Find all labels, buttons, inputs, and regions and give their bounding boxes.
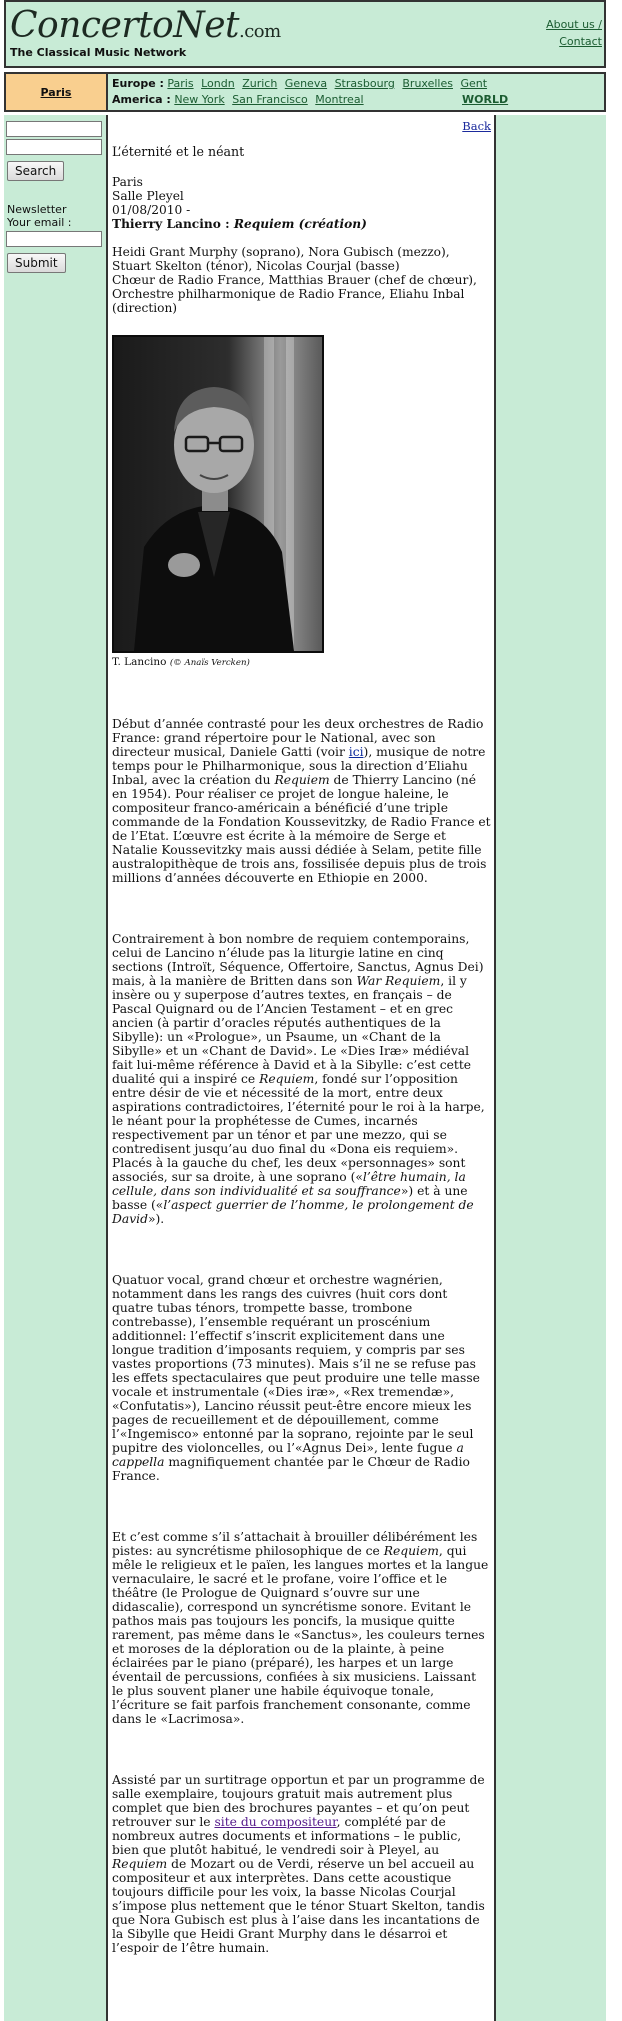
performers: Heidi Grant Murphy (soprano), Nora Gubisch (mezzo), Stuart Skelton (ténor), Nicolas Courjal (basse) — [112, 245, 450, 273]
italic-run: Requiem — [259, 1072, 315, 1086]
photo-caption — [112, 655, 491, 670]
current-city-link[interactable]: Paris — [40, 85, 72, 99]
site-tagline: The Classical Music Network — [10, 46, 187, 59]
text-run: , qui mêle le religieux et le païen, les langues mortes et la langue vernaculaire, le sacré et le profane, voire l’office et le théâtre (le Prologue de Quignard s’ouvre sur une didascalie), correspond un syncrétisme sonore. Evitant le pathos mais pas toujours les poncifs, la musique quitte rarement, pas même dans le «Sanctus», les couleurs ternes et moroses de la déploration ou de la plainte, à peine éclairées par le piano (préparé), les harpes et un large éventail de percussions, confiées à six musiciens. Laissant le plus souvent planer une habile équivoque tonale, l’écriture se fait parfois franchement consonante, comme dans le «Lacrimosa». — [112, 1544, 489, 1726]
top-links — [546, 16, 602, 50]
search-input-secondary[interactable] — [6, 139, 102, 155]
europe-city-link[interactable]: Bruxelles — [402, 77, 453, 90]
europe-city-link[interactable]: Gent — [460, 77, 488, 90]
caption-name: T. Lancino — [112, 656, 167, 668]
article-paragraph — [112, 717, 491, 885]
text-run: ), musique de notre temps pour le Philharmonique, sous la direction d’Eliahu Inbal, avec la création du — [112, 745, 486, 787]
ensembles: Chœur de Radio France, Matthias Brauer (chef de chœur), Orchestre philharmonique de Radio France, Eliahu Inbal (direction) — [112, 273, 477, 315]
page — [4, 0, 606, 2021]
article-paragraph — [112, 932, 491, 1226]
europe-city-link[interactable]: Geneva — [284, 77, 328, 90]
america-city-link[interactable]: Montreal — [315, 93, 364, 106]
text-run: , complété par de nombreux autres documents et informations – le public, bien que plutôt habitué, le vendredi soir à Pleyel, au — [112, 1815, 462, 1857]
submit-button[interactable]: Submit — [7, 253, 66, 273]
text-run: Et c’est comme s’il s’attachait à brouiller délibérément les pistes: au syncrétisme philosophique de ce — [112, 1530, 478, 1558]
logo-suffix: .com — [239, 21, 281, 42]
concert-date: 01/08/2010 - — [112, 203, 191, 217]
region-links — [108, 74, 604, 110]
italic-run: a cappella — [112, 1441, 464, 1469]
left-sidebar — [4, 115, 106, 2021]
america-city-link[interactable]: New York — [174, 93, 225, 106]
america-label: America : — [112, 93, 171, 106]
europe-label: Europe : — [112, 77, 164, 90]
europe-city-link[interactable]: Londn — [201, 77, 235, 90]
europe-city-link[interactable]: Zurich — [242, 77, 278, 90]
text-run: »). — [147, 1212, 165, 1226]
europe-city-link[interactable]: Strasbourg — [334, 77, 395, 90]
america-row — [112, 92, 604, 108]
content-columns — [4, 115, 606, 2021]
world-link[interactable]: WORLD — [462, 93, 509, 106]
text-run: , il y insère ou y superpose d’autres textes, en français – de Pascal Quignard ou de l’Ancien Testament – et en grec ancien (à partir d’oracles réputés authentiques de la Sibylle): un «Prologue», un Psaume, un «Chant de la Sibylle» et un «Chant de David». Le «Dies Iræ» médiéval fait lui-même référence à David et à la Sibylle: c’est cette dualité qui a inspiré ce — [112, 974, 472, 1086]
text-run: Quatuor vocal, grand chœur et orchestre wagnérien, notamment dans les rangs des cuivres (huit cors dont quatre tubas ténors, trompette basse, trombone contrebasse), l’ensemble requérant un proscénium additionnel: l’effectif s’inscrit explicitement dans une longue tradition d’imposants requiem, y compris par ses vastes proportions (73 minutes). Mais s’il ne se refuse pas les effets spectaculaires que peut produire une telle masse vocale et instrumentale («Dies iræ», «Rex tremendæ», «Confutatis»), Lancino réussit peut-être encore mieux les pages de recueillement et de dépouillement, comme l’«Ingemisco» entonné par la soprano, rejointe par le seul pupitre des violoncelles, ou l’«Agnus Dei», lente fugue — [112, 1273, 480, 1455]
concert-venue: Salle Pleyel — [112, 189, 184, 203]
composer-photo — [112, 335, 324, 653]
back-row — [112, 119, 491, 133]
text-run: Début d’année contrasté pour les deux orchestres de Radio France: grand répertoire pour le National, avec son directeur musical, Daniele Gatti (voir — [112, 717, 484, 759]
email-label: Your email : — [7, 216, 72, 229]
text-run: magnifiquement chantée par le Chœur de Radio France. — [112, 1455, 470, 1483]
italic-run: War Requiem — [356, 974, 441, 988]
italic-run: l’être humain, la cellule, dans son individualité et sa souffrance — [112, 1170, 466, 1198]
newsletter-label: Newsletter — [7, 203, 67, 216]
contact-link[interactable]: Contact — [559, 35, 602, 48]
text-run: ») et à une basse (« — [112, 1184, 468, 1212]
america-city-link[interactable]: San Francisco — [232, 93, 308, 106]
composer-name: Thierry Lancino : — [112, 217, 230, 231]
article-paragraph — [112, 1530, 491, 1726]
article-main — [106, 115, 496, 2021]
text-run: Assisté par un surtitrage opportun et par un programme de salle exemplaire, toujours gratuit mais autrement plus complet que bien des brochures payantes – et qu’on peut retrouver sur le — [112, 1773, 485, 1829]
work-title: Requiem (création) — [233, 217, 367, 231]
italic-run: l’aspect guerrier de l’homme, le prolongement de David — [112, 1198, 474, 1226]
caption-credit: (© Anaïs Vercken) — [169, 658, 250, 668]
concert-city: Paris — [112, 175, 143, 189]
inline-link[interactable]: ici — [348, 745, 364, 759]
italic-run: Requiem — [274, 773, 330, 787]
europe-row — [112, 76, 604, 92]
europe-city-link[interactable]: Paris — [167, 77, 194, 90]
article-title: L’éternité et le néant — [112, 144, 245, 159]
text-run: de Mozart ou de Verdi, réserve un bel accueil au compositeur et aux interprètes. Dans cette acoustique toujours difficile pour les voix, la basse Nicolas Courjal s’impose plus nettement que le ténor Stuart Skelton, tandis que Nora Gubisch est plus à l’aise dans les incantations de la Sibylle que Heidi Grant Murphy dans le désarroi et l’espoir de l’être humain. — [112, 1857, 485, 1955]
about-link[interactable]: About us / — [546, 18, 602, 31]
text-run: de Thierry Lancino (né en 1954). Pour réaliser ce projet de longue haleine, le compositeur franco-américain a bénéficié d’une triple commande de la Fondation Koussevitzky, de Radio France et de l’Etat. L’œuvre est écrite à la mémoire de Serge et Natalie Koussevitzky mais aussi dédiée à Selam, petite fille australopithèque de trois ans, fossilisée depuis plus de trois millions d’années découverte en Ethiopie en 2000. — [112, 773, 491, 885]
current-city-cell — [6, 74, 108, 110]
composer-site-link[interactable]: site du compositeur — [214, 1815, 337, 1829]
back-link[interactable]: Back — [462, 119, 491, 133]
article-paragraph — [112, 1273, 491, 1483]
italic-run: Requiem — [112, 1857, 168, 1871]
search-input[interactable] — [6, 121, 102, 137]
italic-run: Requiem — [383, 1544, 439, 1558]
region-nav — [4, 72, 606, 112]
logo-main: ConcertoNet — [10, 5, 239, 46]
email-field[interactable] — [6, 231, 102, 247]
text-run: Contrairement à bon nombre de requiem contemporains, celui de Lancino n’élude pas la liturgie latine en cinq sections (Introït, Séquence, Offertoire, Sanctus, Agnus Dei) mais, à la manière de Britten dans son — [112, 932, 484, 988]
search-button[interactable]: Search — [7, 161, 64, 181]
article-paragraph — [112, 1773, 491, 1955]
newsletter-block — [7, 203, 106, 229]
concert-work — [112, 217, 491, 231]
site-header — [4, 0, 606, 68]
text-run: , fondé sur l’opposition entre désir de vie et nécessité de la mort, entre deux aspirations contradictoires, l’éternité pour le roi à la harpe, le néant pour la prophétesse de Cumes, incarnés respectivement par un ténor et par une mezzo, qui se contredisent jusqu’au duo final du «Dona eis requiem». Placés à la gauche du chef, les deux «personnages» sont associés, sur sa droite, à une soprano (« — [112, 1072, 485, 1184]
right-sidebar — [496, 115, 606, 2021]
